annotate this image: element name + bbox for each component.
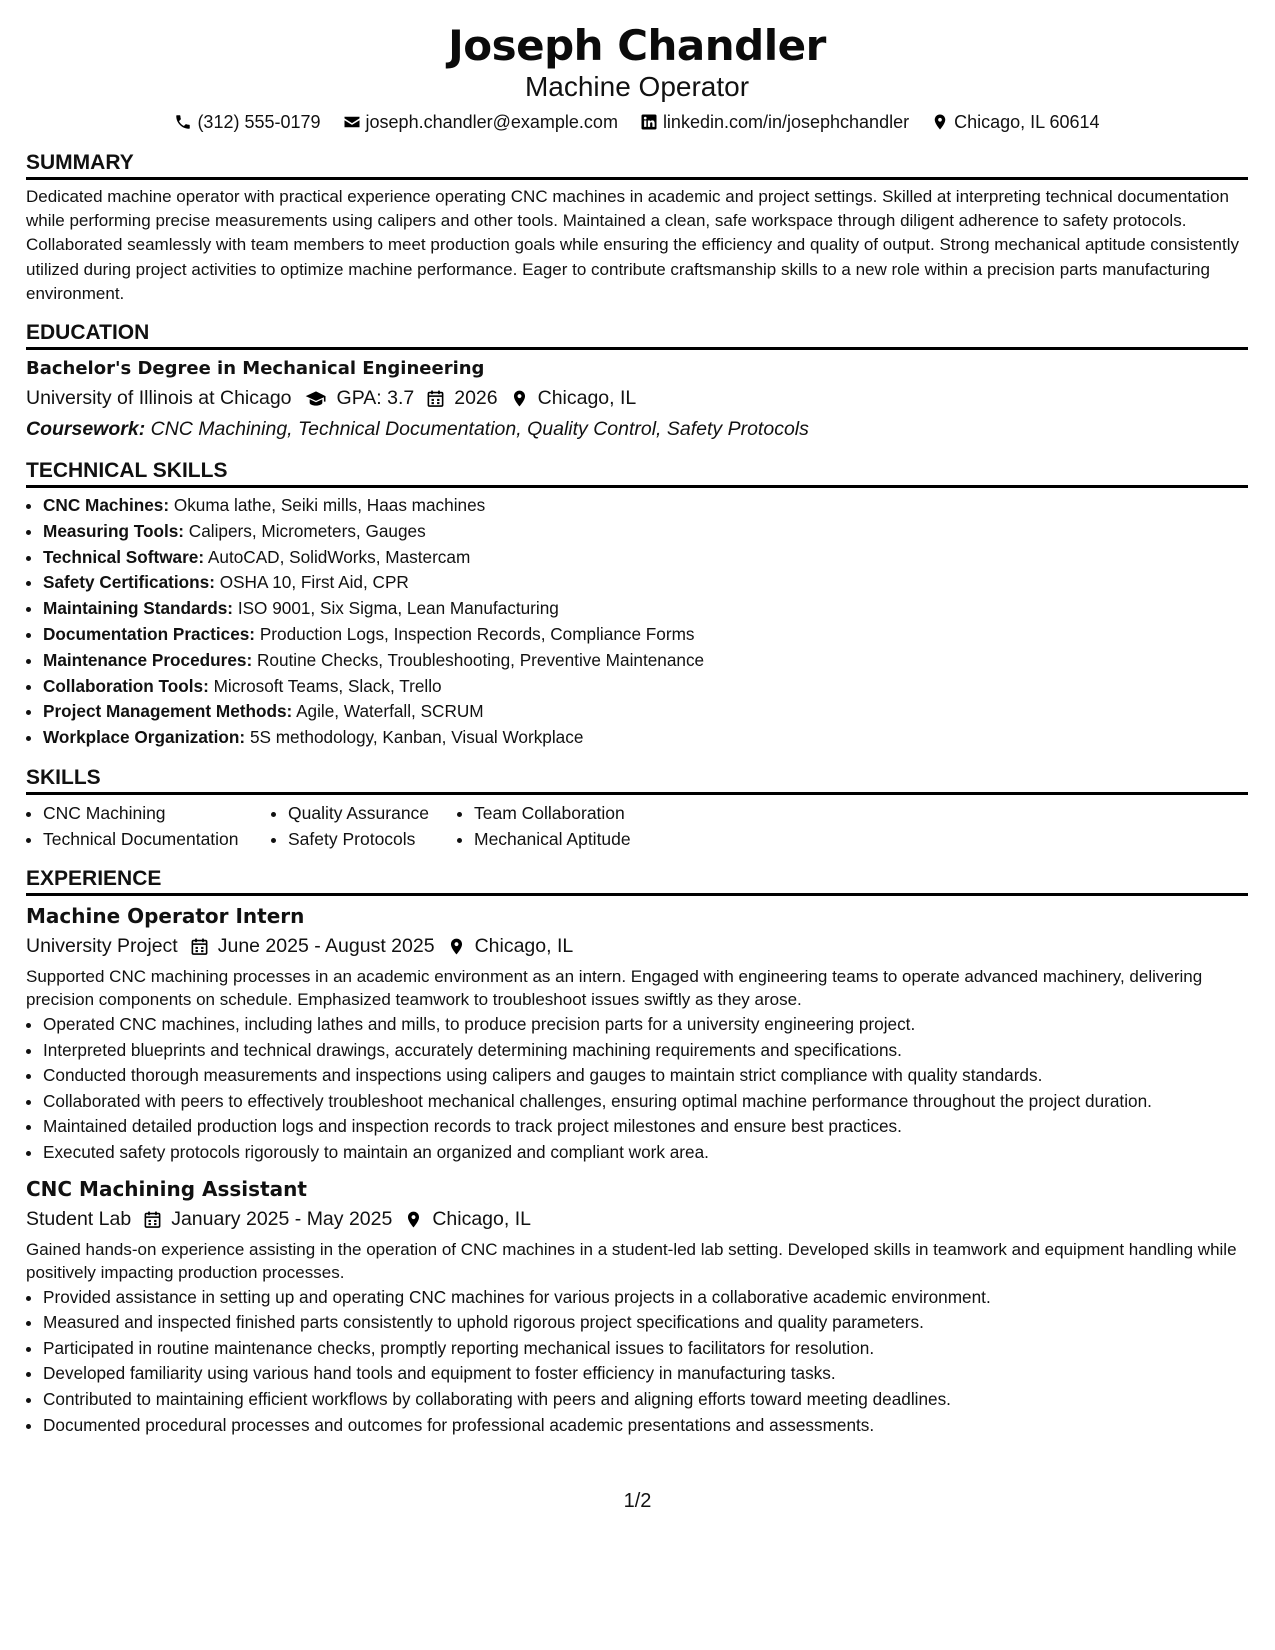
list-item [43, 570, 1248, 596]
list-item: • Team Collaboration [474, 800, 657, 826]
skill-value: Calipers, Micrometers, Gauges [188, 520, 426, 541]
list-item [43, 725, 1248, 751]
school-name: University of Illinois at Chicago [26, 387, 292, 410]
list-item [43, 648, 1248, 674]
section-heading: EXPERIENCE [26, 866, 1248, 896]
skill-label: Maintenance Procedures: [43, 649, 253, 670]
job-meta [26, 1204, 1248, 1235]
skills-section [26, 765, 1248, 852]
graduation-year: 2026 [454, 387, 498, 410]
list-item [43, 519, 1248, 545]
candidate-title: Machine Operator [524, 71, 750, 102]
gpa: GPA: 3.7 [336, 387, 415, 410]
contact-location [931, 108, 1099, 136]
skill-value: Microsoft Teams, Slack, Trello [213, 675, 442, 696]
resume-page [26, 20, 1248, 1438]
skill-label: Workplace Organization: [43, 727, 246, 748]
list-item: • Interpreted blueprints and technical drawings, accurately determining machining requirements and specifications. [43, 1038, 1248, 1064]
skills-grid [26, 800, 1248, 852]
skills-column [26, 800, 271, 852]
skill-value: 5S methodology, Kanban, Visual Workplace [249, 727, 584, 748]
list-item [43, 674, 1248, 700]
skill-value: Agile, Waterfall, SCRUM [296, 701, 484, 722]
degree-title: Bachelor's Degree in Mechanical Engineering [26, 358, 485, 380]
contact-email[interactable] [343, 108, 618, 136]
job-title: CNC Machining Assistant [26, 1176, 307, 1201]
summary-section [26, 150, 1248, 306]
education-meta [26, 383, 1248, 414]
section-heading: SKILLS [26, 765, 1248, 795]
job-org: Student Lab [26, 1207, 132, 1230]
candidate-name: Joseph Chandler [448, 21, 826, 70]
map-pin-icon [404, 1210, 423, 1229]
job-bullets [26, 1012, 1248, 1166]
skill-label: Safety Certifications: [43, 572, 215, 593]
contact-row [26, 108, 1248, 136]
job-location: Chicago, IL [432, 1207, 531, 1230]
contact-linkedin[interactable] [640, 108, 909, 136]
job-title: Machine Operator Intern [26, 903, 305, 928]
calendar-icon [426, 389, 445, 408]
coursework [26, 414, 1248, 444]
list-item: • Maintained detailed production logs and inspection records to track project milestones and ensure best practices. [43, 1114, 1248, 1140]
skills-column [271, 800, 457, 852]
list-item [43, 545, 1248, 571]
job-entry [26, 901, 1248, 1166]
education-section [26, 320, 1248, 444]
calendar-icon [190, 937, 209, 956]
job-dates: June 2025 - August 2025 [217, 934, 435, 957]
list-item: • Contributed to maintaining efficient workflows by collaborating with peers and aligning efforts toward meeting deadlines. [43, 1387, 1248, 1413]
job-meta [26, 931, 1248, 962]
list-item [43, 596, 1248, 622]
envelope-icon [343, 113, 361, 131]
job-location: Chicago, IL [474, 934, 574, 957]
job-entry [26, 1174, 1248, 1439]
job-summary: Gained hands-on experience assisting in the operation of CNC machines in a student-led lab setting. Developed skills in teamwork and equipment handling while positively impacting production processes. [26, 1239, 1237, 1283]
job-dates: January 2025 - May 2025 [171, 1207, 393, 1230]
list-item: • Developed familiarity using various hand tools and equipment to foster efficiency in manufacturing tasks. [43, 1361, 1248, 1387]
phone-icon [174, 113, 192, 131]
graduation-cap-icon [304, 389, 328, 408]
contact-phone-text: (312) 555-0179 [197, 112, 321, 132]
list-item: • Operated CNC machines, including lathes and mills, to produce precision parts for a university engineering project. [43, 1012, 1248, 1038]
skill-value: AutoCAD, SolidWorks, Mastercam [207, 546, 471, 567]
list-item: • Provided assistance in setting up and operating CNC machines for various projects in a collaborative academic environment. [43, 1285, 1248, 1311]
skill-value: ISO 9001, Six Sigma, Lean Manufacturing [237, 598, 559, 619]
job-org: University Project [26, 934, 178, 957]
list-item: • Measured and inspected finished parts consistently to uphold rigorous project specifications and quality parameters. [43, 1310, 1248, 1336]
coursework-list: CNC Machining, Technical Documentation, Quality Control, Safety Protocols [150, 418, 809, 441]
map-pin-icon [510, 389, 529, 408]
contact-location-text: Chicago, IL 60614 [954, 112, 1100, 132]
skill-value: Routine Checks, Troubleshooting, Preventive Maintenance [256, 649, 705, 670]
technical-skills-list [26, 493, 1248, 751]
skill-label: Technical Software: [43, 546, 205, 567]
contact-email-text: joseph.chandler@example.com [365, 112, 618, 132]
skill-label: Maintaining Standards: [43, 598, 234, 619]
coursework-label: Coursework: [26, 418, 146, 441]
page-number: 1/2 [623, 1490, 652, 1512]
section-heading: TECHNICAL SKILLS [26, 458, 1248, 488]
list-item [43, 622, 1248, 648]
skills-column [457, 800, 657, 852]
technical-skills-section [26, 458, 1248, 751]
skill-label: Measuring Tools: [43, 520, 185, 541]
map-pin-icon [931, 113, 949, 131]
list-item [43, 493, 1248, 519]
skill-value: OSHA 10, First Aid, CPR [219, 572, 409, 593]
map-pin-icon [447, 937, 466, 956]
section-heading: SUMMARY [26, 150, 1248, 180]
skill-label: CNC Machines: [43, 495, 170, 516]
school-location: Chicago, IL [537, 387, 637, 410]
skill-value: Okuma lathe, Seiki mills, Haas machines [173, 495, 486, 516]
resume-header [26, 20, 1248, 136]
list-item: • Mechanical Aptitude [474, 826, 657, 852]
skill-value: Production Logs, Inspection Records, Compliance Forms [259, 624, 695, 644]
contact-phone[interactable] [174, 108, 320, 136]
list-item: • Conducted thorough measurements and inspections using calipers and gauges to maintain strict compliance with quality standards. [43, 1063, 1248, 1089]
skill-label: Collaboration Tools: [43, 675, 209, 696]
list-item: • Safety Protocols [288, 826, 457, 852]
contact-linkedin-text: linkedin.com/in/josephchandler [662, 112, 910, 132]
summary-text: Dedicated machine operator with practical experience operating CNC machines in academic and project settings. Skilled at interpreting technical documentation while performing precise measurements using calipers and other tools. Maintained a clean, safe workspace through diligent adherence to safety protocols. Collaborated seamlessly with team members to meet production goals while ensuring the efficiency and quality of output. Strong mechanical aptitude consistently utilized during project activities to optimize machine performance. Eager to contribute craftsmanship skills to a new role within a precision parts manufacturing environment. [26, 187, 1240, 303]
list-item: • Collaborated with peers to effectively troubleshoot mechanical challenges, ensuring optimal machine performance throughout the project duration. [43, 1089, 1248, 1115]
list-item [43, 699, 1248, 725]
job-bullets [26, 1285, 1248, 1439]
section-heading: EDUCATION [26, 320, 1248, 350]
list-item: • Quality Assurance [288, 800, 457, 826]
list-item: • Executed safety protocols rigorously to maintain an organized and compliant work area. [43, 1140, 1248, 1166]
experience-section [26, 866, 1248, 1438]
skill-label: Project Management Methods: [43, 701, 293, 722]
list-item: • Participated in routine maintenance checks, promptly reporting mechanical issues to facilitators for resolution. [43, 1336, 1248, 1362]
job-summary: Supported CNC machining processes in an academic environment as an intern. Engaged with engineering teams to operate advanced machinery, delivering precision components on schedule. Emphasized teamwork to troubleshoot issues swiftly as they arose. [26, 966, 1203, 1010]
calendar-icon [143, 1210, 162, 1229]
list-item: • CNC Machining [43, 800, 271, 826]
skill-label: Documentation Practices: [43, 624, 256, 644]
list-item: • Documented procedural processes and outcomes for professional academic presentations and assessments. [43, 1413, 1248, 1439]
linkedin-icon [640, 113, 658, 131]
list-item: • Technical Documentation [43, 826, 271, 852]
